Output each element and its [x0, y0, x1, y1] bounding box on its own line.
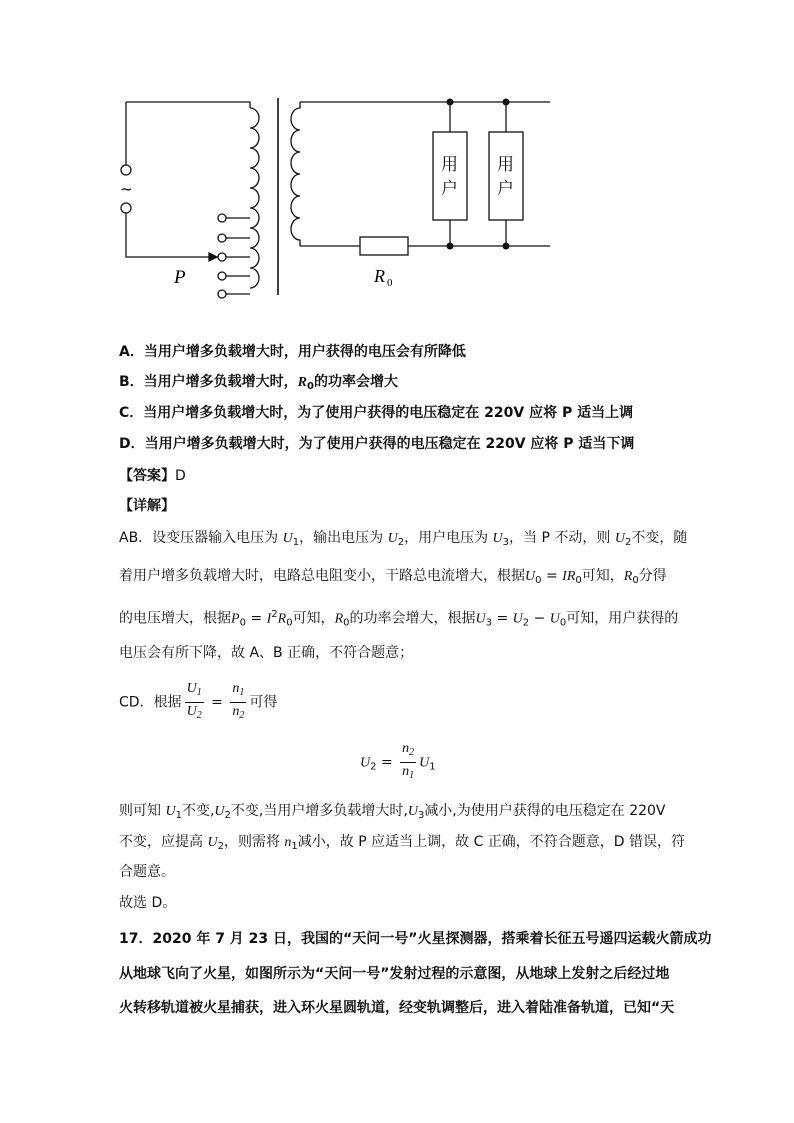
ab-line-3: 的电压增大，根据$P_0 = I^2R_0$可知，$R_0$的功率会增大，根据$U_3 = U_2 - U_0$可知，用户获得的 [119, 609, 679, 629]
secondary-coil [291, 102, 300, 246]
slider-arrow [209, 253, 217, 261]
slider-label: P [174, 267, 186, 288]
cd-line-1: CD．根据 $\frac{U_1}{U_2}$ = $\frac{n_1}{n_2}$ 可得 [119, 680, 277, 725]
cd-line-4: 合题意。 [119, 864, 175, 880]
cd-line-5: 故选 D。 [119, 895, 177, 911]
ab-line-2: 着用户增多负载增大时，电路总电阻变小，干路总电流增大，根据$U_0 = IR_0$可知，$R_0$分得 [119, 568, 667, 586]
cd-formula: $U_2$ = $\frac{n_2}{n_1}$ $U_1$ [360, 741, 436, 781]
junction-dot [503, 99, 510, 106]
user-box-2 [489, 132, 523, 220]
tilde-label: ~ [120, 180, 133, 198]
junction-dot [503, 243, 510, 250]
q17-line-2: 从地球飞向了火星，如图所示为“天问一号”发射过程的示意图，从地球上发射之后经过地 [119, 966, 670, 982]
junction-dot [447, 243, 454, 250]
cd-line-3: 不变，应提高 $U_2$，则需将 $n_1$减小，故 P 应适当上调，故 C 正确，不符合题意，D 错误，符 [119, 834, 686, 852]
transformer-circuit-diagram [110, 90, 560, 305]
q17-line-1: 17．2020 年 7 月 23 日，我国的“天问一号”火星探测器，搭乘着长征五号遥四运载火箭成功 [119, 931, 712, 947]
resistor-r0 [360, 237, 408, 255]
resistor-label-sub: 0 [387, 277, 393, 289]
option-c: C．当用户增多负载增大时，为了使用户获得的电压稳定在 220V 应将 P 适当上调 [119, 405, 634, 421]
ab-line-4: 电压会有所下降，故 A、B 正确，不符合题意； [119, 645, 414, 661]
input-terminal-bottom [121, 203, 131, 213]
slider-wire [126, 213, 215, 257]
user-label-2b: 户 [497, 179, 514, 199]
input-terminal-top [121, 165, 131, 175]
option-d: D．当用户增多负载增大时，为了使用户获得的电压稳定在 220V 应将 P 适当下调 [119, 436, 635, 452]
detail-heading: 【详解】 [119, 498, 175, 514]
answer-line: 【答案】D [119, 468, 186, 484]
primary-coil [250, 108, 259, 288]
user-label-1b: 户 [441, 179, 458, 199]
resistor-label: R [374, 266, 385, 286]
tap-terminals [218, 214, 250, 298]
option-a: A．当用户增多负载增大时，用户获得的电压会有所降低 [119, 344, 466, 360]
ab-line-1: AB．设变压器输入电压为 $U_1$，输出电压为 $U_2$，用户电压为 $U_3$，当 P 不动，则 $U_2$不变，随 [119, 530, 688, 548]
junction-dot [447, 99, 454, 106]
ratio-fraction-u: $\frac{U_1}{U_2}$ [186, 681, 202, 721]
ratio-fraction-n: $\frac{n_1}{n_2}$ [232, 681, 245, 721]
primary-top-wire [126, 102, 250, 108]
user-box-1 [433, 132, 467, 220]
cd-line-2: 则可知 $U_1$不变$,U_2$不变,当用户增多负载增大时$,U_3$减小,为使用户获得的电压稳定在 220V [119, 803, 666, 821]
option-b: B．当用户增多负载增大时，$R_0$的功率会增大 [119, 374, 398, 392]
user-label-1a: 用 [441, 155, 458, 175]
user-label-2a: 用 [497, 155, 514, 175]
q17-line-3: 火转移轨道被火星捕获，进入环火星圆轨道，经变轨调整后，进入着陆准备轨道，已知“天 [119, 1000, 675, 1016]
